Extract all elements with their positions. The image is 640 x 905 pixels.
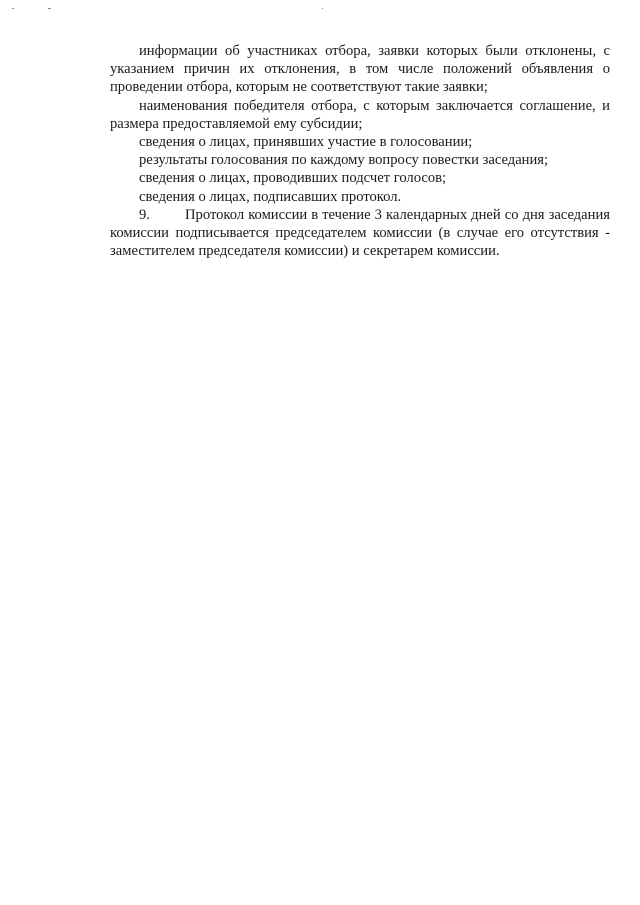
clause-9 [110,206,610,261]
paragraph-vote-counters: сведения о лицах, проводивших подсчет голосов; [139,170,447,187]
paragraph-voters: сведения о лицах, принявших участие в голосовании; [139,134,473,151]
scan-artifact [12,8,14,9]
paragraph-voting-results: результаты голосования по каждому вопросу повестки заседания; [139,152,549,169]
paragraph-rejected-applicants: информации об участниках отбора, заявки которых были отклонены, с указанием причин их отклонения, в том числе положений объявления о проведении отбора, которым не соответствуют такие заявки; [110,43,610,96]
paragraph-winner: наименования победителя отбора, с которым заключается соглашение, и размера предоставляемой ему субсидии; [110,97,610,132]
document-body [110,42,610,260]
scan-artifact [322,8,323,9]
clause-9-text: Протокол комиссии в течение 3 календарных дней со дня заседания комиссии подписывается председателем комиссии (в случае его отсутствия - заместителем председателя комиссии) и секретарем комиссии. [110,206,610,260]
paragraph-signers: сведения о лицах, подписавших протокол. [139,188,402,205]
clause-number: 9. [139,206,150,223]
scan-artifact [48,8,51,9]
